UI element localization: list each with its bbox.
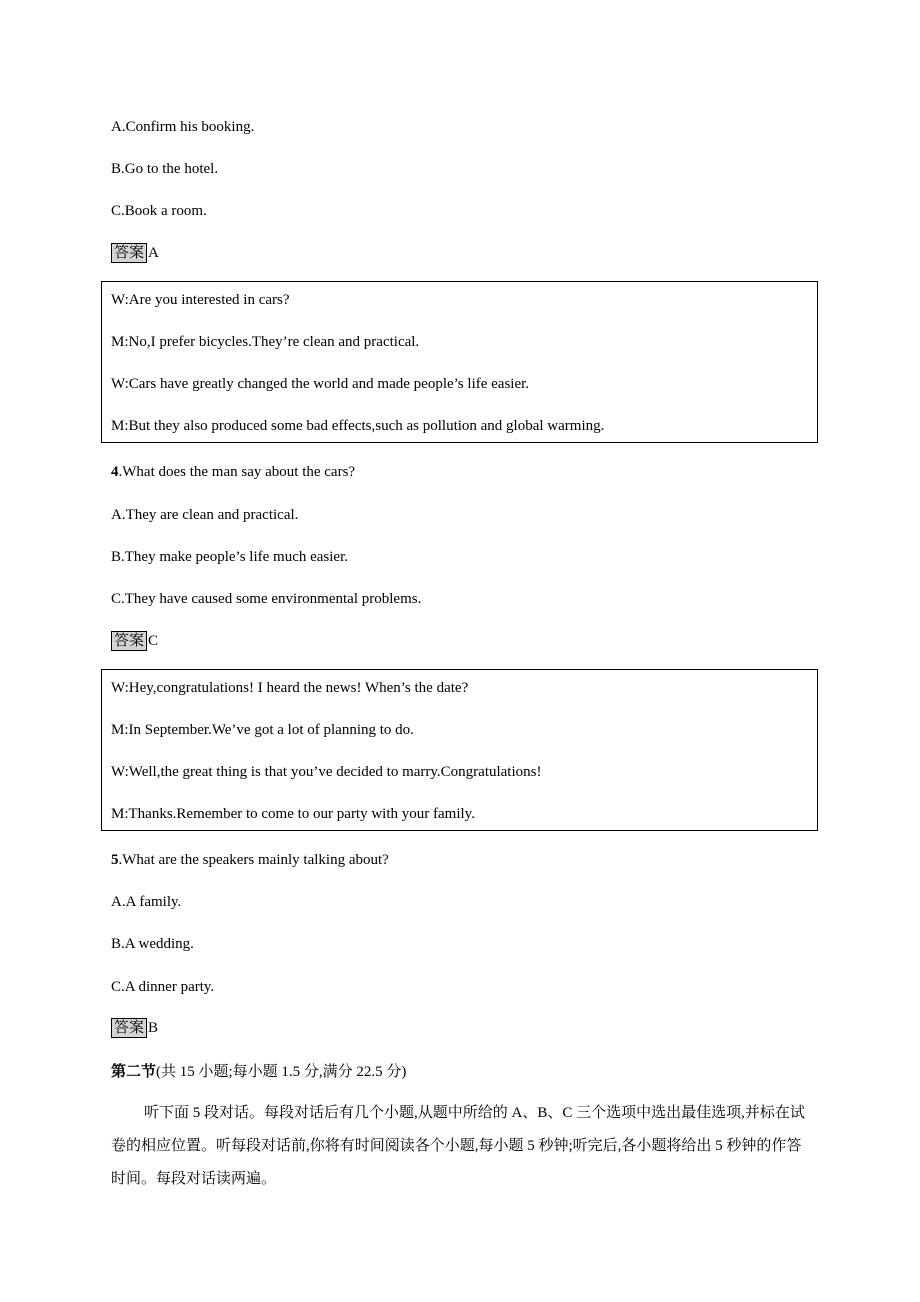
q5-number: 5 bbox=[111, 852, 119, 868]
transcript-line: W:Are you interested in cars? bbox=[111, 292, 290, 308]
q4-option-b: B.They make people’s life much easier. bbox=[111, 549, 349, 565]
q3-option-a: A.Confirm his booking. bbox=[111, 119, 255, 135]
section-subtitle: (共 15 小题;每小题 1.5 分,满分 22.5 分) bbox=[156, 1064, 407, 1080]
answer-value: B bbox=[148, 1020, 159, 1036]
transcript-line: M:In September.We’ve got a lot of planning to do. bbox=[111, 722, 414, 738]
answer-badge[interactable]: 答案 bbox=[111, 243, 147, 263]
q3-option-b: B.Go to the hotel. bbox=[111, 161, 219, 177]
answer-value: A bbox=[148, 245, 159, 261]
transcript-line: W:Well,the great thing is that you’ve decided to marry.Congratulations! bbox=[111, 764, 542, 780]
section-instructions: 听下面 5 段对话。每段对话后有几个小题,从题中所给的 A、B、C 三个选项中选出最佳选项,并标在试卷的相应位置。听每段对话前,你将有时间阅读各个小题,每小题 5 秒钟;听完后,各小题将给出 5 秒钟的作答时间。每段对话读两遍。 bbox=[111, 1105, 805, 1187]
section-heading bbox=[111, 1062, 406, 1082]
q5-option-a: A.A family. bbox=[111, 894, 182, 910]
transcript-box-q5 bbox=[101, 669, 818, 831]
transcript-line: M:No,I prefer bicycles.They’re clean and practical. bbox=[111, 334, 420, 350]
section-title: 第二节 bbox=[111, 1064, 157, 1080]
transcript-line: W:Hey,congratulations! I heard the news! When’s the date? bbox=[111, 680, 469, 696]
q4-answer bbox=[111, 631, 158, 651]
q3-option-c: C.Book a room. bbox=[111, 203, 207, 219]
q5-option-c: C.A dinner party. bbox=[111, 979, 215, 995]
answer-badge[interactable]: 答案 bbox=[111, 1018, 147, 1038]
transcript-line: M:But they also produced some bad effects,such as pollution and global warming. bbox=[111, 418, 605, 434]
q5-text: .What are the speakers mainly talking about? bbox=[118, 852, 389, 868]
q4-number: 4 bbox=[111, 464, 119, 480]
transcript-line: W:Cars have greatly changed the world and made people’s life easier. bbox=[111, 376, 530, 392]
q4-stem bbox=[111, 462, 355, 482]
transcript-line: M:Thanks.Remember to come to our party with your family. bbox=[111, 806, 475, 822]
q5-stem bbox=[111, 850, 389, 870]
answer-value: C bbox=[148, 633, 159, 649]
q4-text: .What does the man say about the cars? bbox=[118, 464, 356, 480]
q4-option-a: A.They are clean and practical. bbox=[111, 507, 299, 523]
q5-option-b: B.A wedding. bbox=[111, 936, 194, 952]
q4-option-c: C.They have caused some environmental problems. bbox=[111, 591, 422, 607]
answer-badge[interactable]: 答案 bbox=[111, 631, 147, 651]
q5-answer bbox=[111, 1018, 158, 1038]
q3-answer bbox=[111, 243, 159, 263]
transcript-box-q4 bbox=[101, 281, 818, 443]
